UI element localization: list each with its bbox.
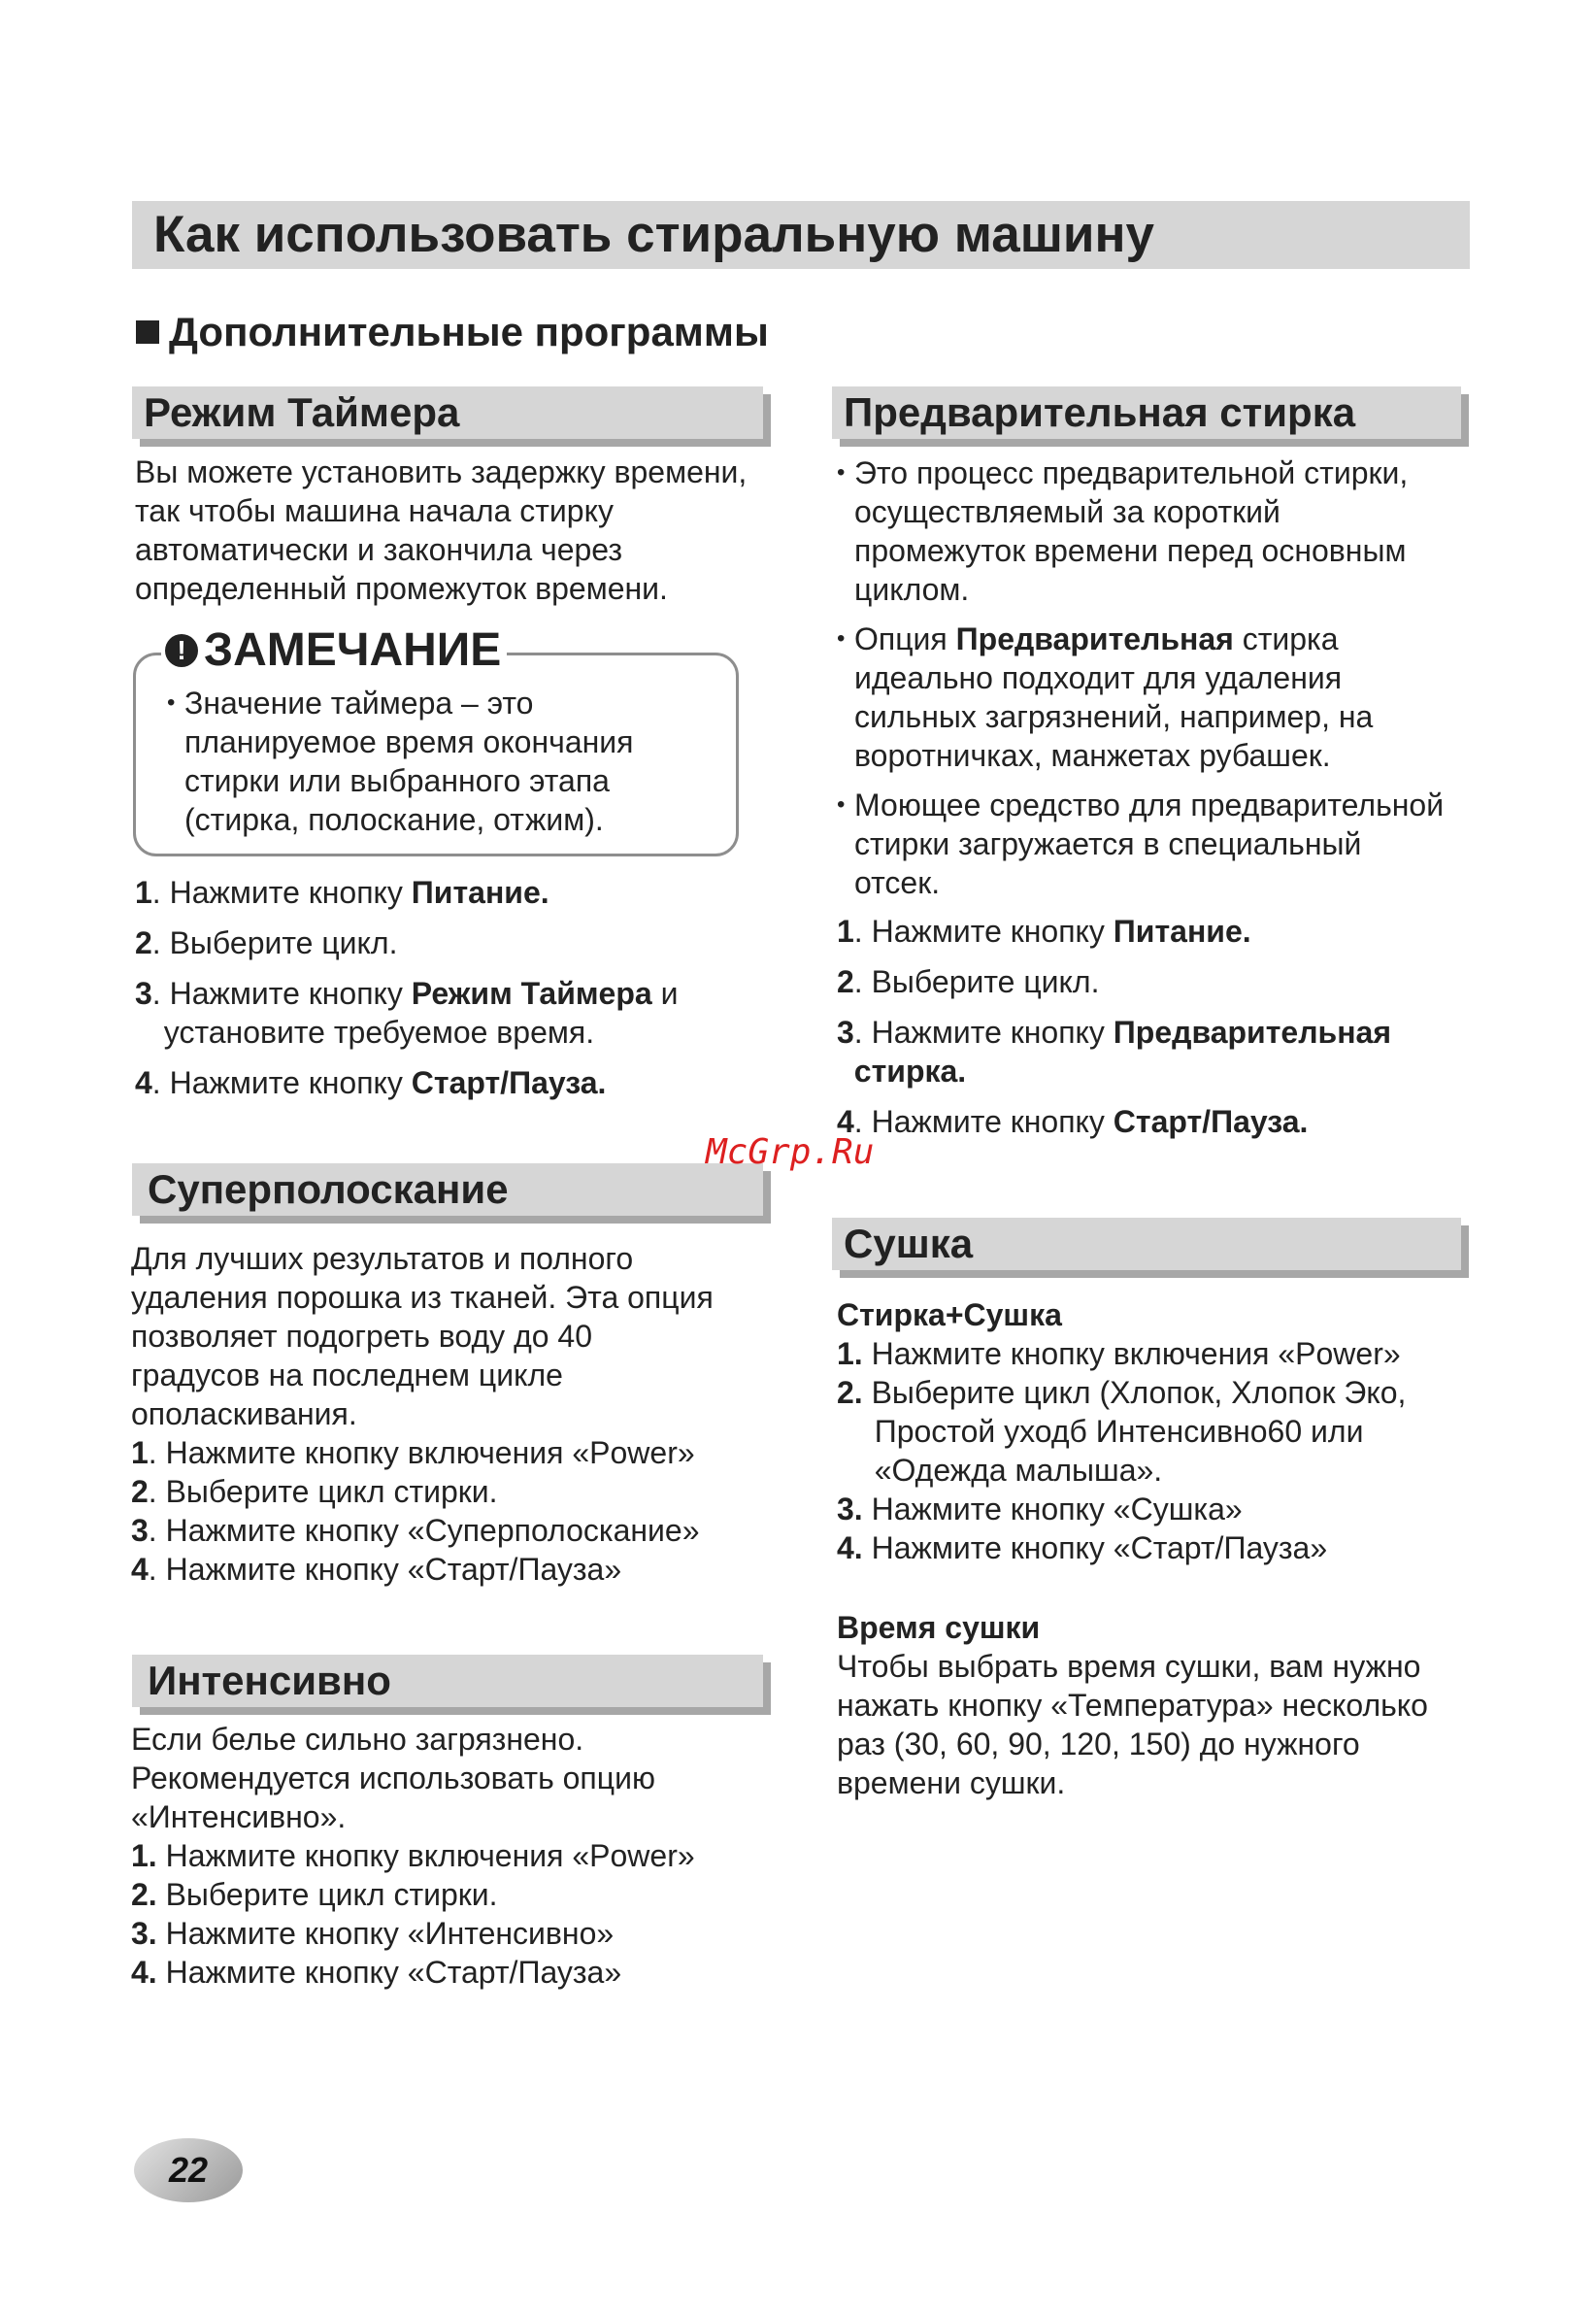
prewash-step-4 (837, 1102, 1478, 1141)
timer-intro-line: определенный промежуток времени. (135, 571, 668, 606)
drying-time-line: времени сушки. (837, 1765, 1066, 1800)
superrinse-step-1 (131, 1433, 772, 1472)
intensive-intro-line: Если белье сильно загрязнено. (131, 1722, 584, 1757)
timer-step-4 (135, 1063, 766, 1102)
step-number: 3 (135, 976, 152, 1011)
superrinse-step-3 (131, 1511, 772, 1550)
step-text: Нажмите кнопку «Старт/Пауза» (862, 1530, 1328, 1565)
timer-steps (135, 873, 766, 1102)
step-text: Нажмите кнопку включения «Power» (862, 1336, 1401, 1371)
timer-step-3 (135, 974, 766, 1052)
intensive-heading: Интенсивно (132, 1655, 763, 1707)
intensive-step-4 (131, 1953, 772, 1992)
note-line: стирки или выбранного этапа (184, 763, 610, 798)
step-bold: Режим Таймера (411, 976, 652, 1011)
step-text: . Выберите цикл. (151, 925, 398, 960)
drying-time-line: нажать кнопку «Температура» несколько (837, 1688, 1428, 1723)
step-number: 1 (837, 914, 854, 949)
step-text-after: и (651, 976, 679, 1011)
prewash-step-2 (837, 962, 1478, 1001)
timer-heading: Режим Таймера (132, 386, 763, 439)
page-number: 22 (134, 2138, 243, 2202)
prewash-text: Опция (854, 621, 956, 656)
step-text: Нажмите кнопку «Старт/Пауза» (156, 1955, 622, 1990)
note-line: (стирка, полоскание, отжим). (184, 802, 604, 837)
drying-time-line: раз (30, 60, 90, 120, 150) до нужного (837, 1727, 1360, 1761)
step-bold: Старт/Пауза. (1113, 1104, 1309, 1139)
step-number: 1 (131, 1435, 149, 1470)
prewash-bullet-2 (837, 620, 1478, 775)
step-continuation: установите требуемое время. (163, 1015, 595, 1050)
prewash-bullet-1 (837, 453, 1478, 609)
superrinse-intro-line: градусов на последнем цикле (131, 1358, 563, 1392)
step-text: . Нажмите кнопку «Старт/Пауза» (148, 1552, 622, 1587)
intensive-intro-line: «Интенсивно». (131, 1799, 347, 1834)
timer-intro (135, 453, 766, 608)
prewash-text: стирка (1233, 621, 1339, 656)
intensive-step-3 (131, 1914, 772, 1953)
step-number: 2 (837, 964, 854, 999)
step-number: 3. (837, 1492, 863, 1526)
note-title (161, 623, 507, 678)
step-number: 2 (135, 925, 152, 960)
timer-intro-line: так чтобы машина начала стирку (135, 493, 614, 528)
step-text: . Нажмите кнопку (151, 1065, 412, 1100)
prewash-line: осуществляемый за короткий (854, 494, 1280, 529)
superrinse-body (131, 1239, 772, 1589)
drying-time-line: Чтобы выбрать время сушки, вам нужно (837, 1649, 1421, 1684)
step-number: 4. (131, 1955, 157, 1990)
step-number: 4. (837, 1530, 863, 1565)
superrinse-intro-line: позволяет подогреть воду до 40 (131, 1319, 593, 1354)
drying-step-3 (837, 1490, 1478, 1528)
note-text (167, 684, 730, 839)
step-text: . Нажмите кнопку «Суперполоскание» (148, 1513, 700, 1548)
prewash-step-3 (837, 1013, 1478, 1090)
prewash-line: промежуток времени перед основным (854, 533, 1407, 568)
step-text: . Нажмите кнопку (151, 875, 412, 910)
intensive-step-1 (131, 1836, 772, 1875)
step-text: . Нажмите кнопку (853, 1015, 1114, 1050)
step-continuation: стирка. (853, 1054, 967, 1089)
prewash-line: • Это процесс предварительной стирки, (854, 455, 1409, 490)
step-number: 4 (135, 1065, 152, 1100)
section-title (136, 303, 769, 361)
prewash-bold: Предварительная (955, 621, 1234, 656)
prewash-line: • Моющее средство для предварительной (854, 788, 1445, 822)
step-number: 2. (131, 1877, 157, 1912)
superrinse-step-2 (131, 1472, 772, 1511)
step-text: Выберите цикл (Хлопок, Хлопок Эко, (862, 1375, 1407, 1410)
prewash-bullet-3 (837, 786, 1478, 902)
intensive-step-2 (131, 1875, 772, 1914)
prewash-line: воротничках, манжетах рубашек. (854, 738, 1331, 773)
step-text: . Выберите цикл стирки. (148, 1474, 498, 1509)
superrinse-step-4 (131, 1550, 772, 1589)
timer-intro-line: Вы можете установить задержку времени, (135, 454, 748, 489)
note-line: • Значение таймера – это (184, 686, 534, 721)
prewash-line: сильных загрязнений, например, на (854, 699, 1374, 734)
step-text: . Нажмите кнопку (853, 1104, 1114, 1139)
step-bold: Питание. (1113, 914, 1251, 949)
section-title-text: Дополнительные программы (169, 309, 769, 354)
superrinse-intro-line: ополаскивания. (131, 1396, 357, 1431)
step-text: Нажмите кнопку «Интенсивно» (156, 1916, 615, 1951)
step-number: 2 (131, 1474, 149, 1509)
step-text: . Выберите цикл. (853, 964, 1100, 999)
step-text: . Нажмите кнопку включения «Power» (148, 1435, 695, 1470)
prewash-line: отсек. (854, 865, 941, 900)
step-text: Нажмите кнопку «Сушка» (862, 1492, 1243, 1526)
drying-body (837, 1295, 1478, 1802)
timer-intro-line: автоматически и закончила через (135, 532, 623, 567)
step-number: 1. (837, 1336, 863, 1371)
prewash-line: циклом. (854, 572, 970, 607)
drying-step-2 (837, 1373, 1478, 1490)
drying-step-1 (837, 1334, 1478, 1373)
step-text: . Нажмите кнопку (151, 976, 412, 1011)
superrinse-heading: Суперполоскание (132, 1163, 763, 1216)
page-title: Как использовать стиральную машину (132, 201, 1470, 269)
step-bold: Старт/Пауза. (411, 1065, 607, 1100)
step-number: 4 (837, 1104, 854, 1139)
step-text: . Нажмите кнопку (853, 914, 1114, 949)
step-number: 1 (135, 875, 152, 910)
drying-subheading: Стирка+Сушка (837, 1297, 1062, 1332)
timer-step-1 (135, 873, 766, 912)
step-number: 4 (131, 1552, 149, 1587)
step-text: Выберите цикл стирки. (156, 1877, 498, 1912)
superrinse-intro-line: Для лучших результатов и полного (131, 1241, 634, 1276)
step-number: 3 (131, 1513, 149, 1548)
drying-step-4 (837, 1528, 1478, 1567)
prewash-heading: Предварительная стирка (832, 386, 1461, 439)
superrinse-intro-line: удаления порошка из тканей. Эта опция (131, 1280, 714, 1315)
step-bold: Питание. (411, 875, 549, 910)
step-continuation: Простой уходб Интенсивно60 или (874, 1414, 1364, 1449)
prewash-line: стирки загружается в специальный (854, 826, 1362, 861)
prewash-line (854, 620, 1478, 658)
step-bold: Предварительная (1113, 1015, 1391, 1050)
step-continuation: «Одежда малыша». (874, 1453, 1163, 1488)
step-number: 3 (837, 1015, 854, 1050)
square-bullet-icon (136, 320, 159, 344)
step-number: 2. (837, 1375, 863, 1410)
drying-heading: Сушка (832, 1218, 1461, 1270)
prewash-step-1 (837, 912, 1478, 951)
intensive-body (131, 1720, 772, 1992)
note-bullet (167, 684, 730, 839)
prewash-line: идеально подходит для удаления (854, 660, 1343, 695)
exclamation-icon: ! (165, 634, 198, 667)
step-number: 3. (131, 1916, 157, 1951)
drying-time-subheading: Время сушки (837, 1610, 1041, 1645)
note-title-text: ЗАМЕЧАНИЕ (204, 624, 502, 676)
watermark: McGrp.Ru (706, 1132, 875, 1172)
step-text: Нажмите кнопку включения «Power» (156, 1838, 695, 1873)
step-number: 1. (131, 1838, 157, 1873)
prewash-body (837, 453, 1478, 1141)
note-line: планируемое время окончания (184, 724, 634, 759)
intensive-intro-line: Рекомендуется использовать опцию (131, 1761, 655, 1795)
timer-step-2 (135, 923, 766, 962)
